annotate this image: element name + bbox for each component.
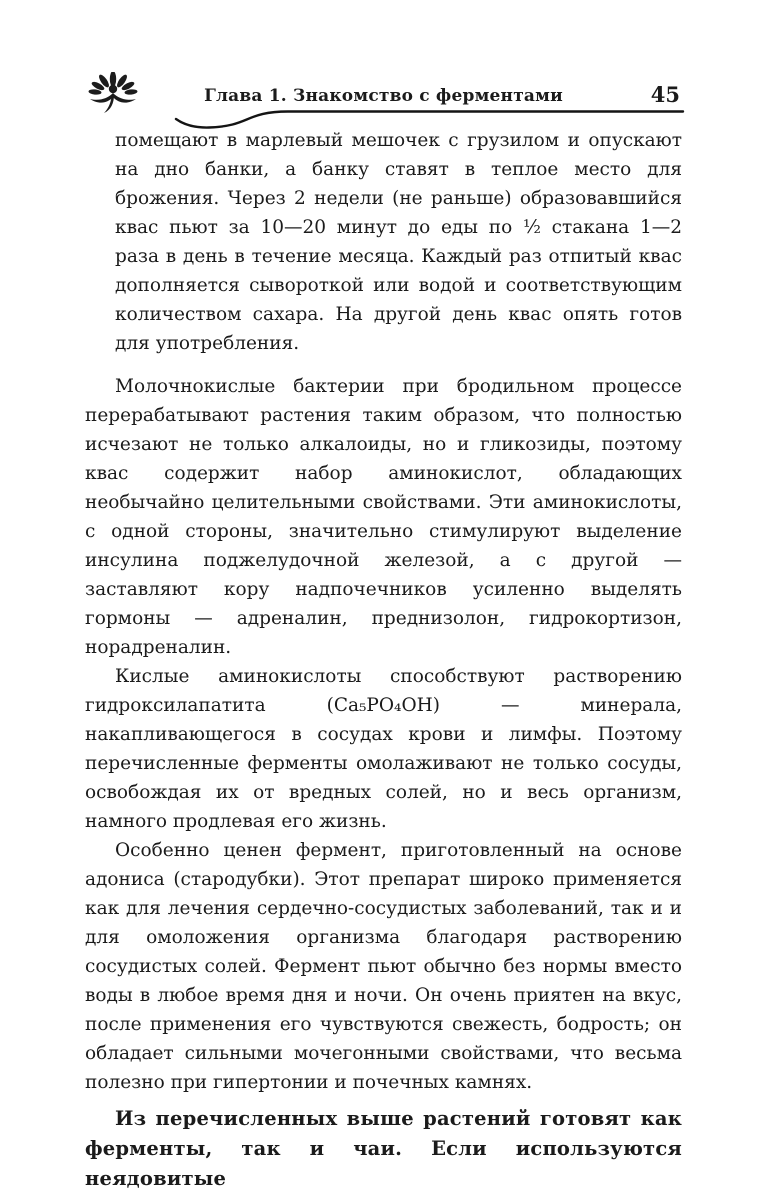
paragraph-adonis-ferment: Особенно ценен фермент, приготовленный на основе адониса (стародубки). Этот препарат широко применяется как для лечения сердечно-сосудистых заболеваний, так и и для омоложения организма благодаря растворению сосудистых солей. Фермент пьют обычно без нормы вместо воды в любое время дня и ночи. Он очень приятен на вкус, после применения его чувствуются свежесть, бодрость; он обладает сильными мочегонными свойствами, что весьма полезно при гипертонии и почечных камнях. — [85, 840, 682, 1093]
paragraph-kvass-recipe: помещают в марлевый мешочек с грузилом и опускают на дно банки, а банку ставят в теплое место для брожения. Через 2 недели (не раньше) образовавшийся квас пьют за 10—20 минут до еды по ½ стакана 1—2 раза в день в течение месяца. Каждый раз отпитый квас дополняется сывороткой или водой и соответствующим количеством сахара. На другой день квас опять готов для употребления. — [115, 130, 682, 354]
page-body — [85, 126, 682, 1194]
page-number: 45 — [650, 82, 680, 107]
running-header — [85, 78, 682, 130]
paragraph-ferments-and-teas: Из перечисленных выше растений готовят как ферменты, так и чаи. Если используются неядовитые — [85, 1107, 682, 1190]
paragraph-lactic-bacteria: Молочнокислые бактерии при бродильном процессе перерабатывают растения таким образом, что полностью исчезают не только алкалоиды, но и гликозиды, поэтому квас содержит набор аминокислот, обладающих необычайно целительными свойствами. Эти аминокислоты, с одной стороны, значительно стимулируют выделение инсулина поджелудочной железой, а с другой — заставляют кору надпочечников усиленно выделять гормоны — адреналин, преднизолон, гидрокортизон, норадреналин. — [85, 376, 682, 658]
chapter-title: Глава 1. Знакомство с ферментами — [204, 86, 563, 106]
paragraph-acidic-aminoacids: Кислые аминокислоты способствуют растворению гидроксилапатита (Ca₅PO₄OH) — минерала, накапливающегося в сосудах крови и лимфы. Поэтому перечисленные ферменты омолаживают не только сосуды, освобождая их от вредных солей, но и весь организм, намного продлевая его жизнь. — [85, 666, 682, 832]
